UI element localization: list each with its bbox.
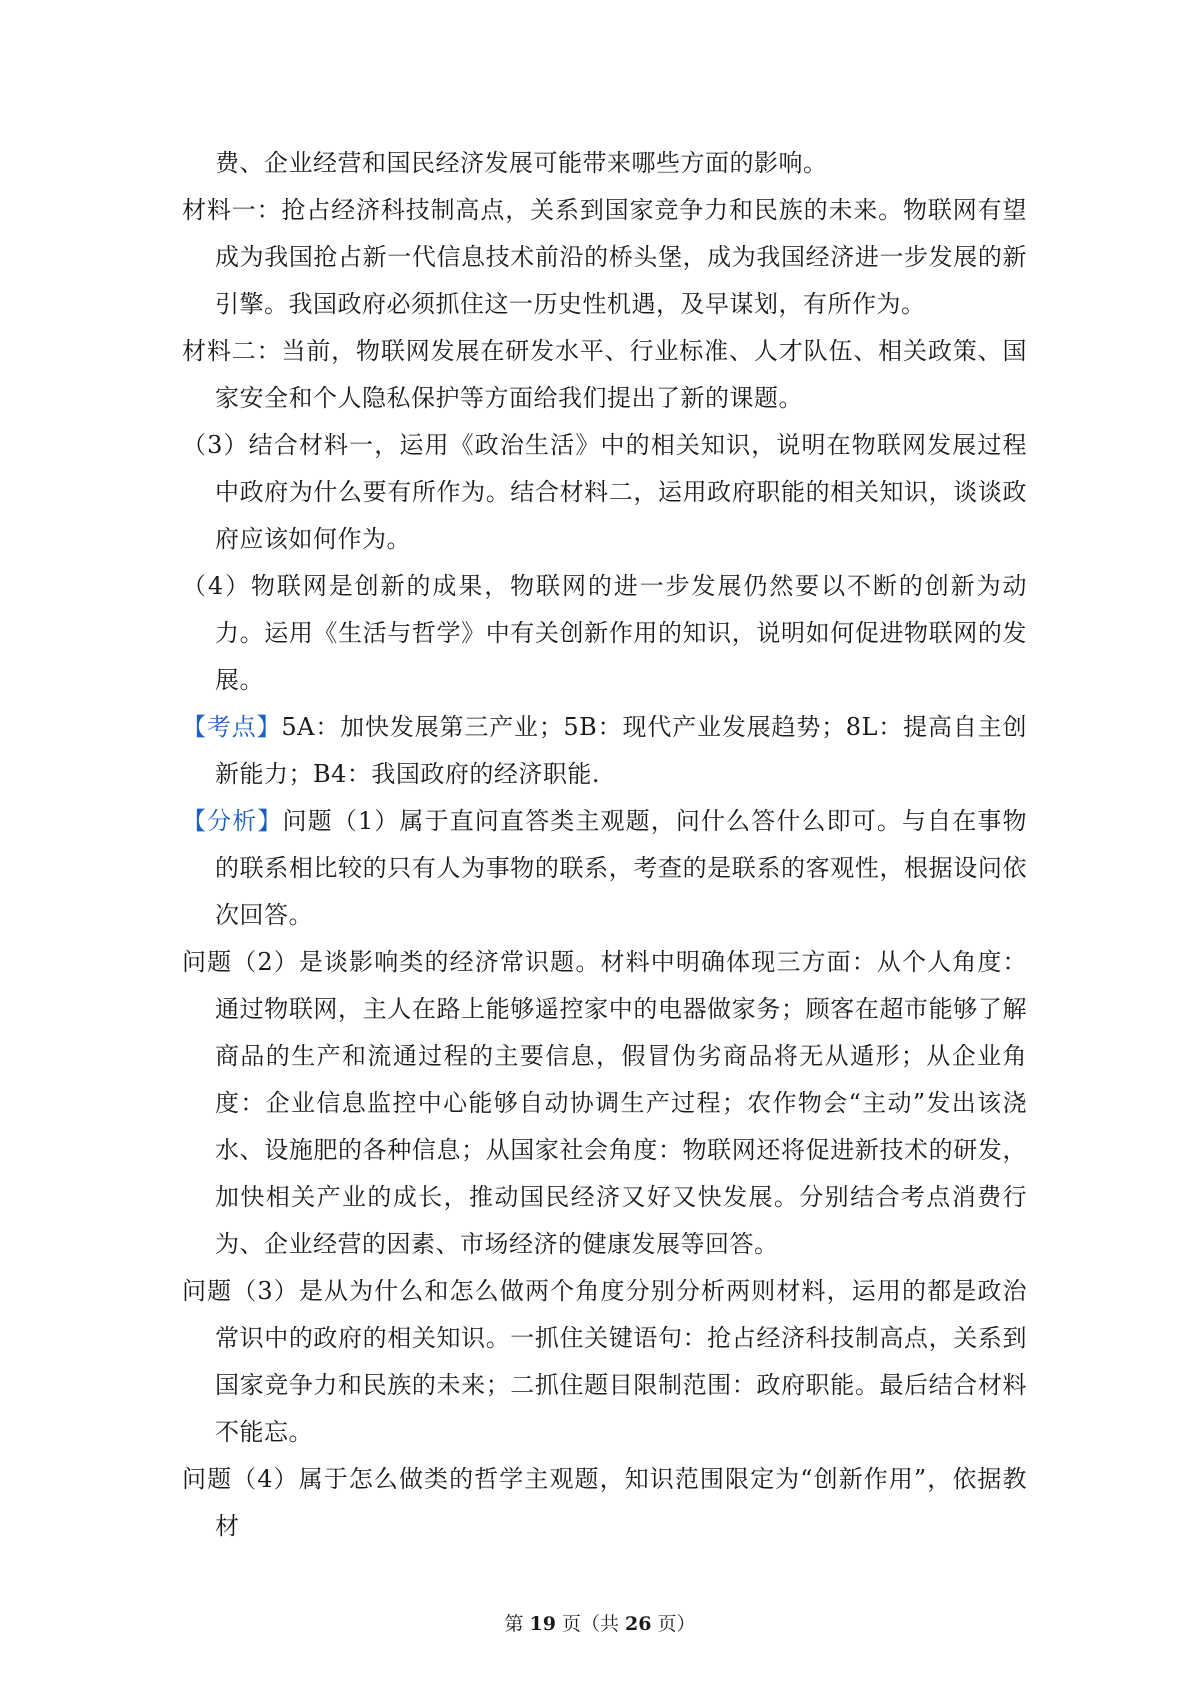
paragraph-exam-points — [182, 704, 1027, 798]
paragraph-question-4: （4）物联网是创新的成果，物联网的进一步发展仍然要以不断的创新为动力。运用《生活与哲学》中有关创新作用的知识，说明如何促进物联网的发展。 — [182, 572, 1027, 694]
paragraph-analysis — [182, 798, 1027, 939]
exam-points-tag: 【考点】 — [182, 713, 282, 741]
paragraph-analysis-question-4: 问题（4）属于怎么做类的哲学主观题，知识范围限定为“创新作用”，依据教材 — [182, 1465, 1027, 1540]
paragraph-analysis-question-3: 问题（3）是从为什么和怎么做两个角度分别分析两则材料，运用的都是政治常识中的政府的相关知识。一抓住关键语句：抢占经济科技制高点，关系到国家竞争力和民族的未来；二抓住题目限制范围：政府职能。最后结合材料不能忘。 — [182, 1277, 1027, 1446]
paragraph-material-two: 材料二：当前，物联网发展在研发水平、行业标准、人才队伍、相关政策、国家安全和个人隐私保护等方面给我们提出了新的课题。 — [182, 337, 1027, 412]
analysis-text: 问题（1）属于直问直答类主观题，问什么答什么即可。与自在事物的联系相比较的只有人为事物的联系，考查的是联系的客观性，根据设问依次回答。 — [215, 807, 1027, 929]
footer-total-pages: 26 — [625, 1613, 652, 1635]
footer-suffix: 页） — [651, 1613, 696, 1635]
footer-middle: 页（共 — [555, 1613, 626, 1635]
footer-page-number: 19 — [529, 1613, 556, 1635]
paragraph-continuation: 费、企业经营和国民经济发展可能带来哪些方面的影响。 — [215, 149, 828, 177]
footer-prefix: 第 — [504, 1613, 530, 1635]
analysis-tag: 【分析】 — [182, 807, 283, 835]
page-footer — [0, 1612, 1200, 1636]
exam-points-text: 5A：加快发展第三产业；5B：现代产业发展趋势；8L：提高自主创新能力；B4：我国政府的经济职能. — [215, 713, 1027, 788]
paragraph-analysis-question-2: 问题（2）是谈影响类的经济常识题。材料中明确体现三方面：从个人角度：通过物联网，主人在路上能够遥控家中的电器做家务；顾客在超市能够了解商品的生产和流通过程的主要信息，假冒伪劣商品将无从遁形；从企业角度：企业信息监控中心能够自动协调生产过程；农作物会“主动”发出该浇水、设施肥的各种信息；从国家社会角度：物联网还将促进新技术的研发，加快相关产业的成长，推动国民经济又好又快发展。分别结合考点消费行为、企业经营的因素、市场经济的健康发展等回答。 — [182, 948, 1027, 1258]
paragraph-material-one: 材料一：抢占经济科技制高点，关系到国家竞争力和民族的未来。物联网有望成为我国抢占新一代信息技术前沿的桥头堡，成为我国经济进一步发展的新引擎。我国政府必须抓住这一历史性机遇，及早谋划，有所作为。 — [182, 196, 1027, 318]
paragraph-question-3: （3）结合材料一，运用《政治生活》中的相关知识，说明在物联网发展过程中政府为什么要有所作为。结合材料二，运用政府职能的相关知识，谈谈政府应该如何作为。 — [182, 431, 1027, 553]
